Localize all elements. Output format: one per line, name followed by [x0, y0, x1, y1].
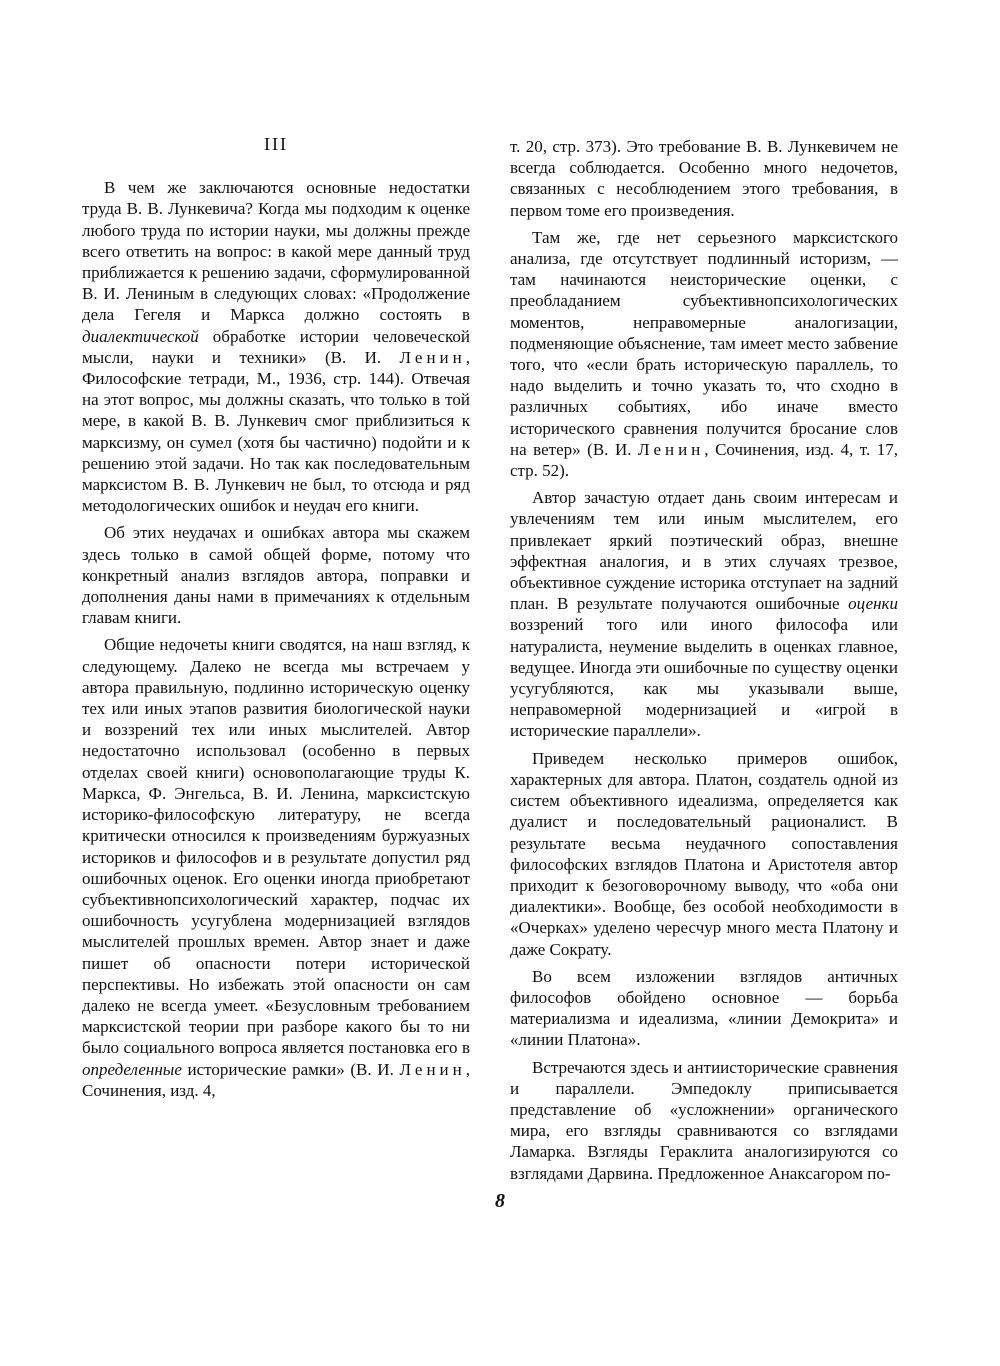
right-column [510, 136, 898, 1190]
text-run: Приведем несколько примеров ошибок, характерных для автора. Платон, создатель одной из систем объективного идеализма, определяется как дуалист и последовательный рационалист. В результате весьма неудачного сопоставления философских взглядов Платона и Аристотеля автор приходит к безоговорочному выводу, что «оба они диалектики». Вообще, без особой необходимости в «Очерках» уделено чересчур много места Платону и даже Сократу. [510, 748, 898, 959]
text-run: Общие недочеты книги сводятся, на наш взгляд, к следующему. Далеко не всегда мы встречаем у автора правильную, подлинно историческую оценку тех или иных этапов развития биологической науки и воззрений тех или иных мыслителей. Автор недостаточно использовал (особенно в первых отделах своей книги) основополагающие труды К. Маркса, Ф. Энгельса, В. И. Ленина, марксистскую историко-философскую литературу, не всегда критически относился к произведениям буржуазных историков и философов и в результате допустил ряд ошибочных оценок. Его оценки иногда приобретают субъективнопсихологический характер, подчас их ошибочность усугублена модернизацией взглядов мыслителей прошлых времен. Автор знает и даже пишет об опасности потери исторической перспективы. Но избежать этой опасности он сам далеко не всегда умеет. «Безусловным требованием марксистской теории при разборе какого бы то ни было социального вопроса является постановка его в [82, 635, 470, 1058]
emphasis-text: диалектической [82, 326, 199, 346]
spaced-author-name: Ленин [399, 347, 466, 367]
paragraph [510, 227, 898, 481]
spaced-author-name: Ленин [638, 439, 705, 459]
section-heading: III [264, 134, 288, 154]
text-run: Во всем изложении взглядов античных философов обойдено основное — борьба материализма и идеализма, «линии Демокрита» и «линии Платона». [510, 966, 898, 1050]
text-run: В чем же заключаются основные недостатки труда В. В. Лункевича? Когда мы подходим к оценке любого труда по истории науки, мы должны прежде всего ответить на вопрос: в какой мере данный труд приближается к решению задачи, сформулированной В. И. Лениным в следующих словах: «Продолжение дела Гегеля и Маркса должно состоять в [82, 178, 470, 325]
text-run: , Философские тетради, М., 1936, стр. 144). Отвечая на этот вопрос, мы должны сказать, что только в той мере, в какой В. В. Лункевич смог приблизиться к марксизму, он сумел (хотя бы частично) подойти и к решению этой задачи. Но так как последовательным марксистом В. В. Лункевич не был, то отсюда и ряд методологических ошибок и неудач его книги. [82, 347, 470, 516]
paragraph [510, 1057, 898, 1184]
text-run: , Сочинения, изд. 4, т. 17, стр. 52). [510, 439, 898, 481]
text-run: обработке истории человеческой мысли, науки и техники» (В. И. [82, 326, 470, 367]
paragraph [510, 748, 898, 960]
text-run: Встречаются здесь и антиисторические сравнения и параллели. Эмпедоклу приписывается представление об «усложнении» органического мира, его взгляды сравниваются со взглядами Ламарка. Взгляды Гераклита аналогизируются со взглядами Дарвина. Предложенное Анаксагором по- [510, 1057, 898, 1183]
text-run: Там же, где нет серьезного марксистского анализа, где отсутствует подлинный историзм, — там начинаются неисторические оценки, с преобладанием субъективнопсихологических моментов, неправомерные аналогизации, подменяющие объяснение, там имеет место забвение того, что «если брать историческую параллель, то надо выделить и точно указать то, что сходно в различных событиях, ибо иначе вместо исторического сравнения получится бросание слов на ветер» (В. И. [510, 227, 898, 459]
left-column [82, 134, 470, 1107]
paragraph-continued [510, 136, 898, 221]
paragraph [82, 634, 470, 1100]
emphasis-text: оценки [848, 594, 898, 614]
text-run: , Сочинения, изд. 4, [82, 1059, 470, 1100]
text-run: Автор зачастую отдает дань своим интересам и увлечениям тем или иным мыслителем, его привлекает яркий поэтический образ, внешне эффектная аналогия, и в этих случаях трезвое, объективное суждение историка отступает на задний план. В результате получаются ошибочные [510, 488, 898, 614]
paragraph [82, 177, 470, 516]
page-number: 8 [495, 1190, 505, 1212]
spaced-author-name: Ленин [399, 1059, 466, 1079]
paragraph [82, 522, 470, 628]
paragraph [510, 966, 898, 1051]
text-run: т. 20, стр. 373). Это требование В. В. Лункевичем не всегда соблюдается. Особенно много недочетов, связанных с несоблюдением этого требования, в первом томе его произведения. [510, 137, 898, 220]
paragraph [510, 487, 898, 741]
text-run: воззрений того или иного философа или натуралиста, неумение выделить в оценках главное, ведущее. Иногда эти ошибочные по существу оценки усугубляются, как мы указывали выше, неправомерной модернизацией и «игрой в исторические параллели». [510, 615, 898, 741]
text-run: Об этих неудачах и ошибках автора мы скажем здесь только в самой общей форме, потому что конкретный анализ взглядов автора, поправки и дополнения даны нами в примечаниях к отдельным главам книги. [82, 523, 470, 628]
emphasis-text: определенные [82, 1059, 182, 1079]
text-run: исторические рамки» (В. И. [181, 1059, 400, 1079]
